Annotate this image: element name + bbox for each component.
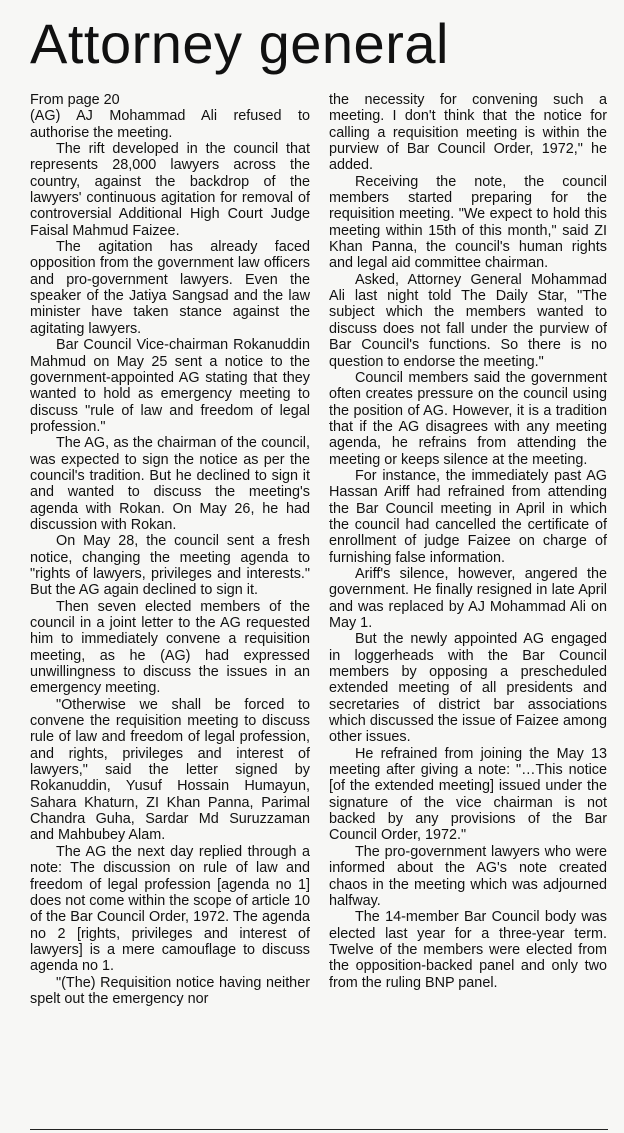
headline: Attorney general bbox=[30, 12, 449, 75]
paragraph-continuation: the necessity for convening such a meeting. I don't think that the notice for calling a requisition meeting is within the purview of Bar Council Order, 1972," he added. bbox=[329, 92, 607, 174]
paragraph: (AG) AJ Mohammad Ali refused to authorise the meeting. bbox=[30, 108, 310, 141]
paragraph: The agitation has already faced opposition from the government law officers and pro-government lawyers. Even the speaker of the Jatiya Sangsad and the law minister have taken stance against the agitating lawyers. bbox=[30, 239, 310, 337]
paragraph: Receiving the note, the council members started preparing for the requisition meeting. "We expect to hold this meeting within 15th of this month," said ZI Khan Panna, the council's human rights and legal aid committee chairman. bbox=[329, 173, 607, 272]
paragraph: The AG, as the chairman of the council, was expected to sign the notice as per the council's tradition. But he declined to sign it and wanted to discuss the meeting's agenda with Rokan. On May 26, he had discussion with Rokan. bbox=[30, 435, 310, 533]
paragraph: Bar Council Vice-chairman Rokanuddin Mahmud on May 25 sent a notice to the government-appointed AG stating that they wanted to hold as emergency meeting to discuss "rule of law and freedom of legal profession." bbox=[30, 337, 310, 435]
paragraph: "Otherwise we shall be forced to convene the requisition meeting to discuss rule of law and freedom of legal profession, and rights, privileges and interest of lawyers," said the letter signed by Rokanuddin, Yusuf Hossain Humayun, Sahara Khaturn, ZI Khan Panna, Parimal Chandra Guha, Sardar Md Suruzzaman and Mahbubey Alam. bbox=[30, 696, 310, 844]
paragraph: "(The) Requisition notice having neither spelt out the emergency nor bbox=[30, 974, 310, 1007]
jump-line: From page 20 bbox=[30, 92, 120, 108]
paragraph: The pro-government lawyers who were informed about the AG's note created chaos in the meeting which was adjourned halfway. bbox=[329, 843, 607, 909]
paragraph: Ariff's silence, however, angered the government. He finally resigned in late April and was replaced by AJ Mohammad Ali on May 1. bbox=[329, 565, 607, 631]
paragraph: He refrained from joining the May 13 meeting after giving a note: "…This notice [of the extended meeting] issued under the signature of the vice chairman is not backed by any provisions of the Bar Council Order, 1972." bbox=[329, 745, 607, 844]
paragraph: Then seven elected members of the council in a joint letter to the AG requested him to immediately convene a requisition meeting, as he (AG) had expressed unwillingness to discuss the issues in an emergency meeting. bbox=[30, 598, 310, 697]
paragraph: Asked, Attorney General Mohammad Ali last night told The Daily Star, "The subject which the members wanted to discuss does not fall under the purview of Bar Council's functions. So there is no question to endorse the meeting." bbox=[329, 271, 607, 370]
paragraph: But the newly appointed AG engaged in loggerheads with the Bar Council members by opposing a prescheduled extended meeting of all presidents and secretaries of district bar associations which discussed the issue of Faizee among other issues. bbox=[329, 631, 607, 746]
right-column bbox=[329, 92, 607, 1119]
paragraph: The 14-member Bar Council body was elected last year for a three-year term. Twelve of the members were elected from the opposition-backed panel and only two from the ruling BNP panel. bbox=[329, 909, 607, 991]
paragraph: The AG the next day replied through a note: The discussion on rule of law and freedom of legal profession [agenda no 1] does not come within the scope of article 10 of the Bar Council Order, 1972. The agenda no 2 [rights, privileges and interest of lawyers] is a mere camouflage to discuss agenda no 1. bbox=[30, 843, 310, 975]
bottom-rule bbox=[30, 1129, 608, 1130]
paragraph: Council members said the government often creates pressure on the council using the position of AG. However, it is a tradition that if the AG disagrees with any meeting agenda, he refrains from attending the meeting or keeps silence at the meeting. bbox=[329, 369, 607, 468]
paragraph: For instance, the immediately past AG Hassan Ariff had refrained from attending the Bar Council meeting in April in which the council had cancelled the certificate of enrollment of judge Faizee on charge of furnishing false information. bbox=[329, 467, 607, 566]
paragraph: On May 28, the council sent a fresh notice, changing the meeting agenda to "rights of lawyers, privileges and interests." But the AG again declined to sign it. bbox=[30, 533, 310, 599]
left-column bbox=[30, 92, 310, 1119]
paragraph: The rift developed in the council that represents 28,000 lawyers across the country, against the backdrop of the lawyers' continuous agitation for removal of controversial Additional High Court Judge Faisal Mahmud Faizee. bbox=[30, 141, 310, 239]
